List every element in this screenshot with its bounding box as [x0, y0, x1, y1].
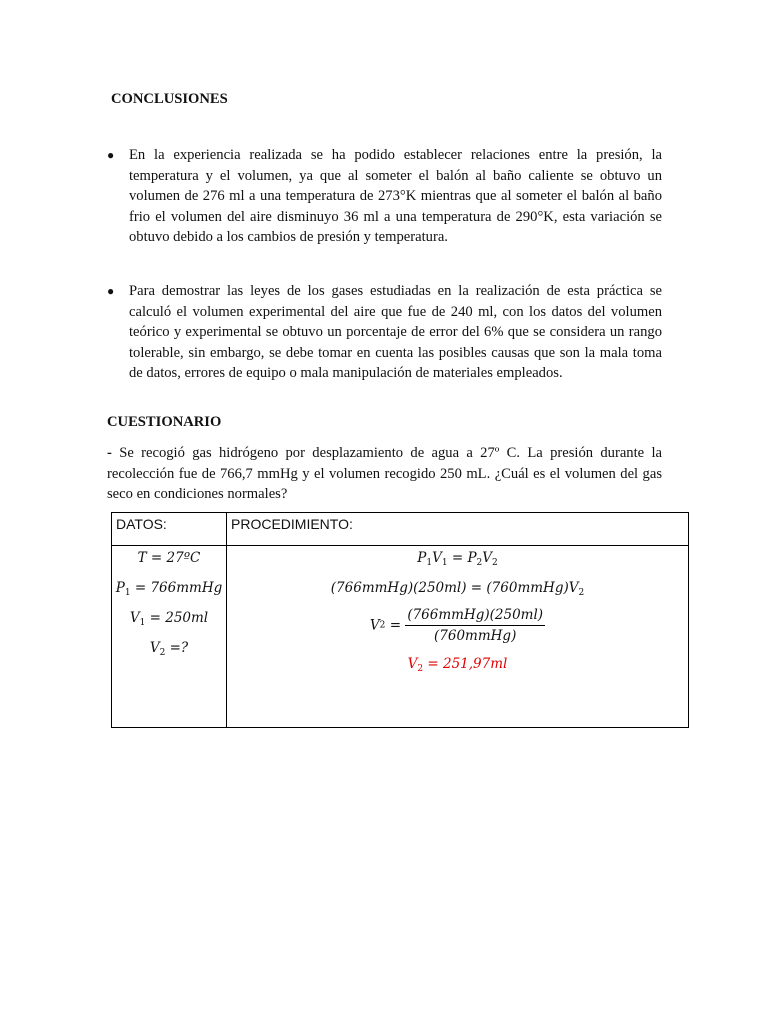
dato-v1: $V_1 = 250ml$	[129, 610, 209, 628]
header-datos: DATOS:	[112, 513, 227, 546]
table-header-row	[112, 513, 689, 546]
dato-p1: $P_1$ = 766mmHg	[115, 580, 223, 598]
procedimiento-cell	[227, 546, 689, 728]
dato-v2: $V_2$ =?	[149, 640, 189, 658]
conclusion-paragraph-1: En la experiencia realizada se ha podido establecer relaciones entre la presión, la temperatura y el volumen, ya que al someter el balón al baño caliente se obtuvo un volumen de 276 ml a una temperatura de 273°K mientras que al someter el balón al baño frio el volumen del aire disminuyo 36 ml a una temperatura de 290°K, esta variación se obtuvo debido a los cambios de presión y temperatura.	[129, 147, 662, 246]
equation-substitution: (766mmHg)(250ml) = $(760mmHg)V_2$	[330, 580, 585, 598]
result-v2: $V_2 = 251,97ml$	[407, 656, 508, 674]
bullet-icon: ●	[107, 148, 115, 162]
fraction	[405, 607, 545, 644]
datos-table	[111, 512, 689, 728]
question-dash: -	[107, 445, 112, 461]
question-paragraph	[107, 443, 662, 505]
bullet-icon: ●	[107, 284, 115, 298]
conclusiones-heading: CONCLUSIONES	[111, 91, 228, 107]
datos-cell	[112, 546, 227, 728]
conclusion-paragraph-2: Para demostrar las leyes de los gases estudiadas en la realización de esta práctica se calculó el volumen experimental del aire que fue de 240 ml, con los datos del volumen teórico y experimental se obtuvo un porcentaje de error del 6% que se considera un rango tolerable, sin embargo, se debe tomar en cuenta las posibles causas que son la mala toma de datos, errores de equipo o mala manipulación de materiales empleados.	[129, 283, 662, 382]
table-body-row	[112, 546, 689, 728]
fraction-denominator: (760mmHg)	[434, 628, 517, 644]
fraction-numerator: (766mmHg)(250ml)	[405, 607, 545, 626]
dato-temperature: T = 27ºC	[137, 550, 201, 566]
header-procedimiento: PROCEDIMIENTO:	[227, 513, 689, 546]
equation-fraction: V2 = $\frac{\text{(766mmHg)(250ml)}}{\text{(760mmHg)}}$	[369, 607, 544, 644]
question-text: Se recogió gas hidrógeno por desplazamiento de agua a 27º C. La presión durante la recolección fue de 766,7 mmHg y el volumen recogido 250 mL. ¿Cuál es el volumen del gas seco en condiciones normales?	[107, 445, 662, 503]
cuestionario-heading: CUESTIONARIO	[107, 414, 222, 430]
equation-boyle: $P_1V_1 = P_2V_2$	[417, 550, 498, 568]
